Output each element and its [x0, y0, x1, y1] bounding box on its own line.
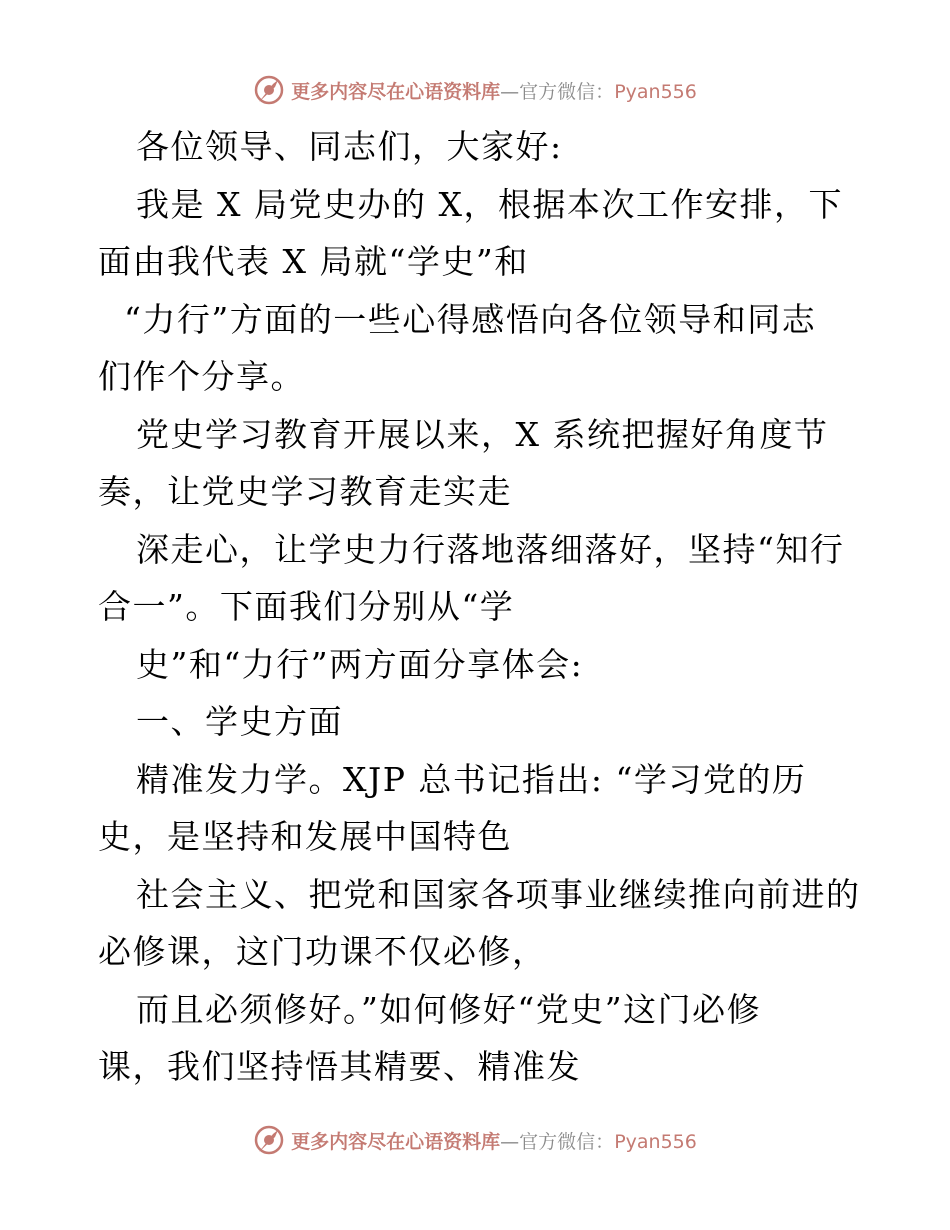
quill-logo-icon [253, 1124, 285, 1156]
watermark-official: 官方微信： [519, 1130, 615, 1153]
text-line: 我是 X 局党史办的 X，根据本次工作安排，下 [136, 184, 843, 224]
text-line: 而且必须修好。”如何修好“党史”这门必修 [136, 989, 762, 1029]
footer-watermark [0, 1120, 950, 1160]
watermark-official: 官方微信： [519, 80, 615, 103]
body-text [98, 118, 861, 1096]
text-line: 社会主义、把党和国家各项事业继续推向前进的 [136, 874, 861, 914]
text-line: 史，是坚持和发展中国特色 [98, 817, 512, 856]
header-watermark [0, 70, 950, 110]
text-line: 合一”。下面我们分别从“学 [98, 587, 515, 626]
text-line: 各位领导、同志们，大家好: [136, 127, 563, 166]
text-line: 必修课，这门功课不仅必修， [98, 932, 547, 971]
watermark-brand: 更多内容尽在心语资料库 [291, 1130, 501, 1153]
text-line: 课，我们坚持悟其精要、精准发 [98, 1047, 581, 1086]
watermark-dash: — [500, 1130, 520, 1153]
text-line: 史”和“力行”两方面分享体会: [136, 644, 584, 684]
text-line: 深走心，让学史力行落地落细落好，坚持“知行 [136, 529, 845, 569]
quill-logo-icon [253, 74, 285, 106]
watermark-id: Pyan556 [614, 80, 697, 103]
watermark-id: Pyan556 [614, 1130, 697, 1153]
text-line: 精准发力学。XJP 总书记指出: “学习党的历 [136, 759, 807, 799]
text-line: 面由我代表 X 局就“学史”和 [98, 242, 529, 281]
watermark-dash: — [500, 80, 520, 103]
watermark-brand: 更多内容尽在心语资料库 [291, 80, 501, 103]
text-line: 奏，让党史学习教育走实走 [98, 472, 512, 511]
text-line: 们作个分享。 [98, 357, 305, 396]
section-heading: 一、学史方面 [136, 702, 343, 741]
text-line: “力行”方面的一些心得感悟向各位领导和同志 [124, 299, 817, 339]
text-line: 党史学习教育开展以来，X 系统把握好角度节 [136, 414, 829, 454]
